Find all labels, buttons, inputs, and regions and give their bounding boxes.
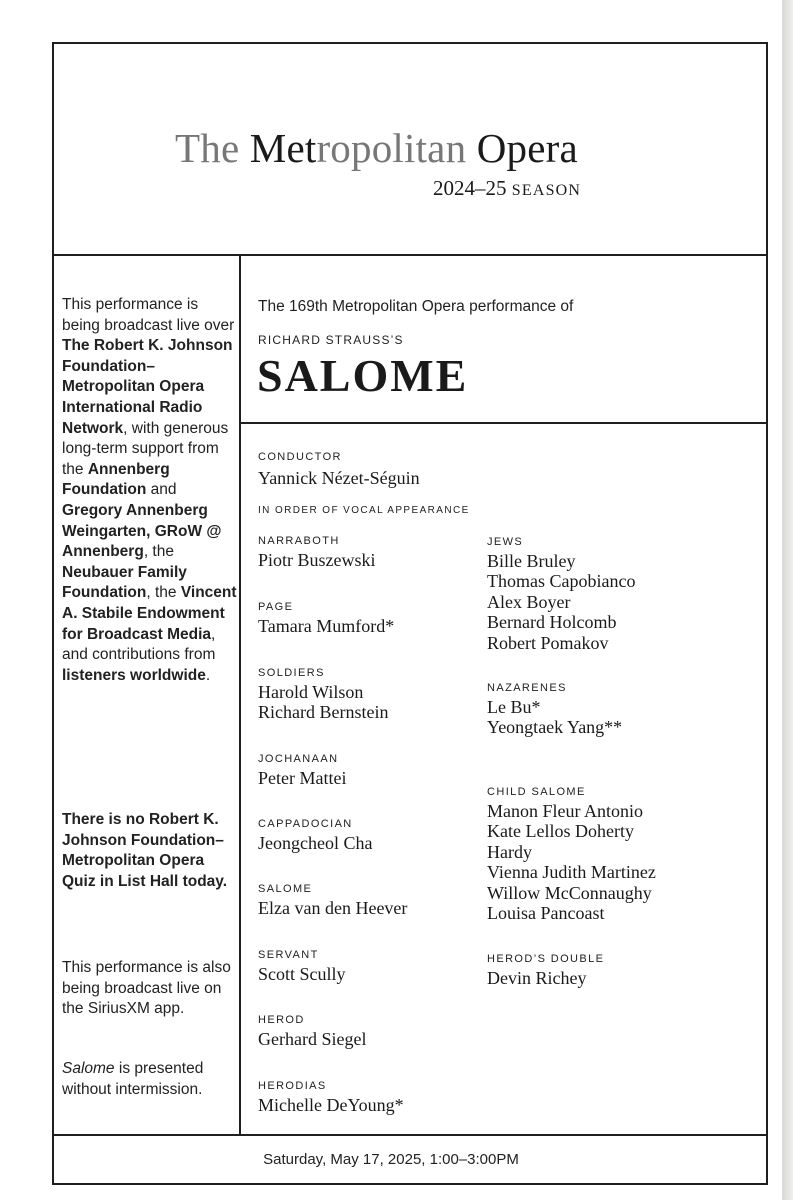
- singer-name: Willow McConnaughy: [487, 882, 652, 903]
- role-name: SALOME: [258, 883, 313, 895]
- broadcast-text-run: , with generous long-term support from the: [62, 419, 229, 478]
- siriusxm-note-text: This performance is also being broadcast live on the SiriusXM app.: [62, 959, 231, 1018]
- broadcast-text-run: Vincent A. Stabile Endowment for Broadcast Media: [62, 584, 237, 643]
- role-name: JEWS: [487, 536, 524, 548]
- season-years: 2024–25: [433, 176, 507, 200]
- broadcast-text-run: .: [205, 666, 211, 684]
- broadcast-text-run: , the: [146, 584, 181, 602]
- header-divider: [52, 254, 768, 256]
- singer-name: Bernard Holcomb: [487, 612, 617, 633]
- role-name: JOCHANAAN: [258, 753, 339, 765]
- conductor-label: CONDUCTOR: [258, 451, 342, 463]
- quiz-note-text: There is no Robert K. Johnson Foundation–Metropolitan Opera Quiz in List Hall today.: [62, 811, 228, 890]
- header-title-met: Met: [249, 125, 317, 171]
- role-name: PAGE: [258, 601, 294, 613]
- performance-date-time: Saturday, May 17, 2025, 1:00–3:00PM: [263, 1151, 519, 1168]
- role-name: CHILD SALOME: [487, 786, 586, 798]
- broadcast-text-run: , and contributions from: [62, 625, 216, 664]
- intermission-opera-title: Salome: [62, 1060, 115, 1077]
- season-label: [433, 176, 581, 201]
- singer-name: Devin Richey: [487, 968, 587, 988]
- role-name: HEROD’S DOUBLE: [487, 953, 605, 965]
- siriusxm-note: [62, 958, 237, 1020]
- singer-name: Robert Pomakov: [487, 632, 609, 653]
- broadcast-text-run: , the: [143, 543, 174, 561]
- order-note: IN ORDER OF VOCAL APPEARANCE: [258, 505, 470, 516]
- header-title-opera: Opera: [476, 125, 578, 171]
- season-word: SEASON: [511, 182, 582, 199]
- singer-name: Bille Bruley: [487, 551, 576, 571]
- role-name: SERVANT: [258, 949, 319, 961]
- singer-name: Manon Fleur Antonio: [487, 801, 643, 821]
- singer-name: Tamara Mumford*: [258, 616, 395, 636]
- broadcast-text-run: and: [146, 481, 177, 499]
- singer-name: Thomas Capobianco: [487, 571, 636, 592]
- broadcast-text-run: listeners worldwide: [62, 666, 206, 684]
- header-title: [175, 124, 578, 172]
- intermission-text: is presented without intermission.: [62, 1060, 204, 1098]
- sidebar-divider: [239, 256, 241, 1135]
- singer-name: Vienna Judith Martinez: [487, 862, 656, 883]
- composer: RICHARD STRAUSS’S: [258, 333, 404, 347]
- header-title-ropolitan: ropolitan: [316, 125, 467, 171]
- header-title-the: The: [175, 125, 240, 171]
- performance-line: The 169th Metropolitan Opera performance of: [258, 298, 574, 315]
- broadcast-text-run: Annenberg Foundation: [62, 460, 170, 499]
- role-name: NAZARENES: [487, 682, 567, 694]
- broadcast-paragraph: [62, 295, 237, 686]
- role-name: SOLDIERS: [258, 667, 325, 679]
- broadcast-text-run: Gregory Annenberg Weingarten, GRoW @ Annenberg: [62, 501, 222, 561]
- page-edge-shadow: [782, 0, 793, 1200]
- role-name: HERODIAS: [258, 1080, 327, 1092]
- singer-name: Elza van den Heever: [258, 898, 408, 918]
- singer-name: Scott Scully: [258, 964, 346, 984]
- singer-name: Yeongtaek Yang**: [487, 717, 623, 738]
- conductor-name: Yannick Nézet-Séguin: [258, 468, 420, 488]
- singer-name: Piotr Buszewski: [258, 550, 376, 570]
- broadcast-text-run: Neubauer Family Foundation: [62, 563, 187, 602]
- singer-name: Michelle DeYoung*: [258, 1095, 404, 1115]
- singer-name: Peter Mattei: [258, 768, 347, 788]
- footer-divider: [52, 1134, 768, 1136]
- broadcast-text-run: This performance is being broadcast live over: [62, 296, 235, 334]
- title-divider: [241, 422, 766, 424]
- singer-name: Kate Lellos Doherty: [487, 821, 634, 842]
- singer-name: Jeongcheol Cha: [258, 833, 373, 853]
- singer-name: Harold Wilson: [258, 682, 364, 702]
- singer-name: Le Bu*: [487, 697, 541, 717]
- role-name: CAPPADOCIAN: [258, 818, 353, 830]
- intermission-note: [62, 1059, 237, 1100]
- singer-name: Richard Bernstein: [258, 702, 389, 723]
- broadcast-text-run: The Robert K. Johnson Foundation–Metropolitan Opera International Radio Network: [62, 337, 233, 437]
- singer-name: Hardy: [487, 841, 532, 862]
- singer-name: Gerhard Siegel: [258, 1029, 367, 1049]
- quiz-note: [62, 810, 237, 892]
- role-name: HEROD: [258, 1014, 305, 1026]
- role-name: NARRABOTH: [258, 535, 340, 547]
- opera-title: SALOME: [257, 350, 469, 401]
- singer-name: Louisa Pancoast: [487, 903, 605, 923]
- singer-name: Alex Boyer: [487, 591, 571, 612]
